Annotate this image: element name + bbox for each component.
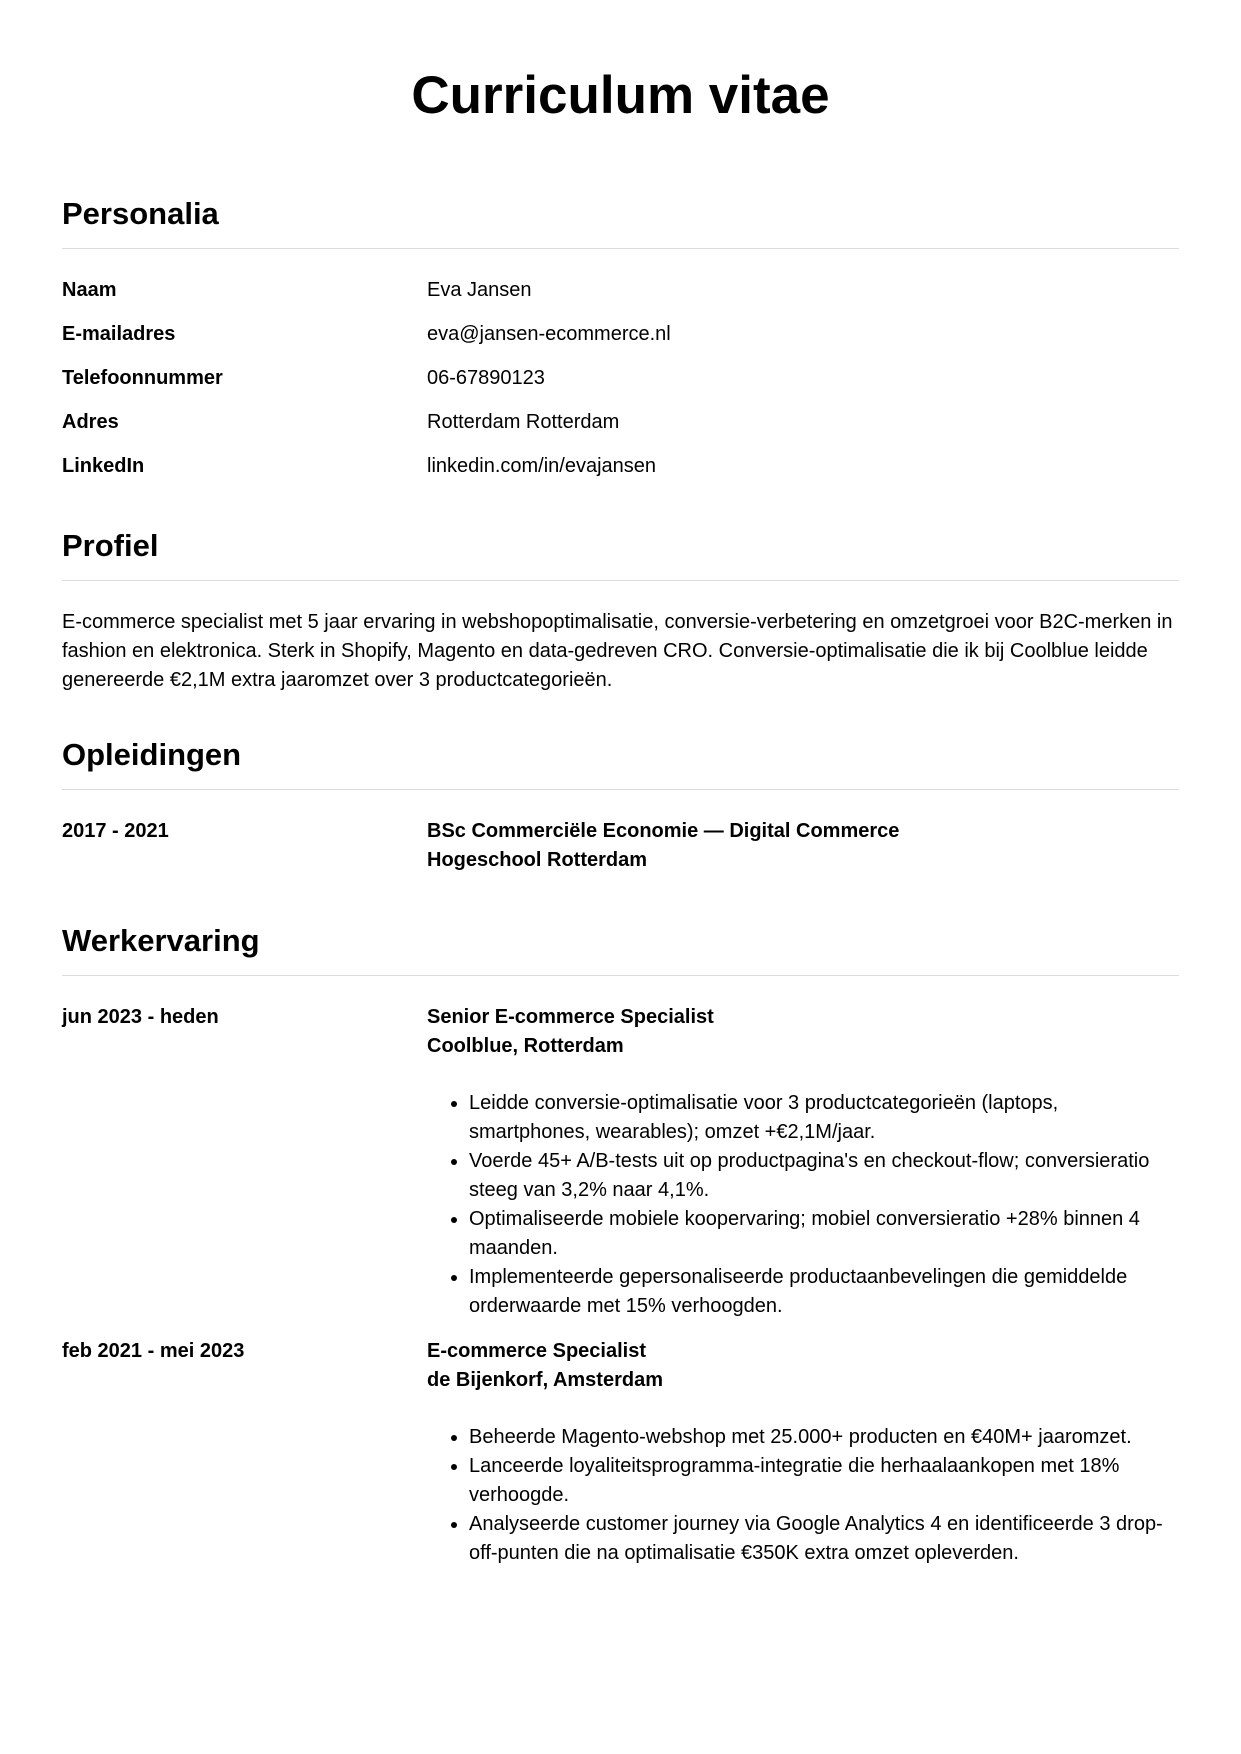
personalia-row xyxy=(62,364,1179,408)
personalia-row xyxy=(62,452,1179,496)
personalia-list xyxy=(62,249,1179,496)
education-item xyxy=(62,790,1179,875)
profile-text: E-commerce specialist met 5 jaar ervaring in webshopoptimalisatie, conversie-verbetering en omzetgroei voor B2C-merken in fashion en elektronica. Sterk in Shopify, Magento en data-gedreven CRO. Conversie-optimalisatie die ik bij Coolblue leidde genereerde €2,1M extra jaaromzet over 3 productcategorieën. xyxy=(62,611,1173,691)
job-period: feb 2021 - mei 2023 xyxy=(62,1340,245,1362)
job-item xyxy=(62,1321,1179,1568)
education-period: 2017 - 2021 xyxy=(62,820,169,842)
personalia-row xyxy=(62,276,1179,320)
job-details xyxy=(427,1003,1179,1321)
personalia-label: LinkedIn xyxy=(62,455,145,477)
job-period: jun 2023 - heden xyxy=(62,1006,219,1028)
personalia-value: eva@jansen-ecommerce.nl xyxy=(427,323,671,345)
job-role: E-commerce Specialist xyxy=(427,1340,646,1362)
section-heading-werkervaring: Werkervaring xyxy=(62,921,1179,976)
personalia-row xyxy=(62,408,1179,452)
job-details xyxy=(427,1337,1179,1568)
personalia-row xyxy=(62,320,1179,364)
job-company: de Bijenkorf, Amsterdam xyxy=(427,1369,663,1391)
job-bullets xyxy=(427,1423,1179,1568)
job-bullet: • Implementeerde gepersonaliseerde productaanbevelingen die gemiddelde orderwaarde met 15% verhoogden. xyxy=(469,1263,1179,1321)
personalia-value: 06-67890123 xyxy=(427,367,545,389)
job-bullet: • Lanceerde loyaliteitsprogramma-integratie die herhaalaankopen met 18% verhoogde. xyxy=(469,1452,1179,1510)
section-heading-opleidingen: Opleidingen xyxy=(62,735,1179,790)
section-werkervaring xyxy=(62,921,1179,1568)
education-degree: BSc Commerciële Economie — Digital Commerce xyxy=(427,820,900,842)
job-bullet: • Beheerde Magento-webshop met 25.000+ producten en €40M+ jaaromzet. xyxy=(469,1423,1179,1452)
personalia-label: E-mailadres xyxy=(62,323,176,345)
personalia-value: Rotterdam Rotterdam xyxy=(427,411,620,433)
job-company: Coolblue, Rotterdam xyxy=(427,1035,624,1057)
document-title: Curriculum vitae xyxy=(411,66,830,125)
job-item xyxy=(62,976,1179,1321)
personalia-label: Telefoonnummer xyxy=(62,367,223,389)
section-personalia xyxy=(62,194,1179,496)
section-profiel xyxy=(62,526,1179,695)
education-school: Hogeschool Rotterdam xyxy=(427,849,648,871)
section-opleidingen xyxy=(62,735,1179,875)
personalia-value: linkedin.com/in/evajansen xyxy=(427,455,657,477)
job-role: Senior E-commerce Specialist xyxy=(427,1006,714,1028)
section-heading-personalia: Personalia xyxy=(62,194,1179,249)
personalia-label: Naam xyxy=(62,279,117,301)
job-bullet: • Analyseerde customer journey via Google Analytics 4 en identificeerde 3 drop-off-punten die na optimalisatie €350K extra omzet opleverden. xyxy=(469,1510,1179,1568)
job-bullet: • Optimaliseerde mobiele koopervaring; mobiel conversieratio +28% binnen 4 maanden. xyxy=(469,1205,1179,1263)
job-bullets xyxy=(427,1089,1179,1321)
personalia-value: Eva Jansen xyxy=(427,279,532,301)
job-bullet: • Voerde 45+ A/B-tests uit op productpagina's en checkout-flow; conversieratio steeg van 3,2% naar 4,1%. xyxy=(469,1147,1179,1205)
personalia-label: Adres xyxy=(62,411,119,433)
education-details xyxy=(427,817,1179,875)
job-bullet: • Leidde conversie-optimalisatie voor 3 productcategorieën (laptops, smartphones, wearables); omzet +€2,1M/jaar. xyxy=(469,1089,1179,1147)
section-heading-profiel: Profiel xyxy=(62,526,1179,581)
